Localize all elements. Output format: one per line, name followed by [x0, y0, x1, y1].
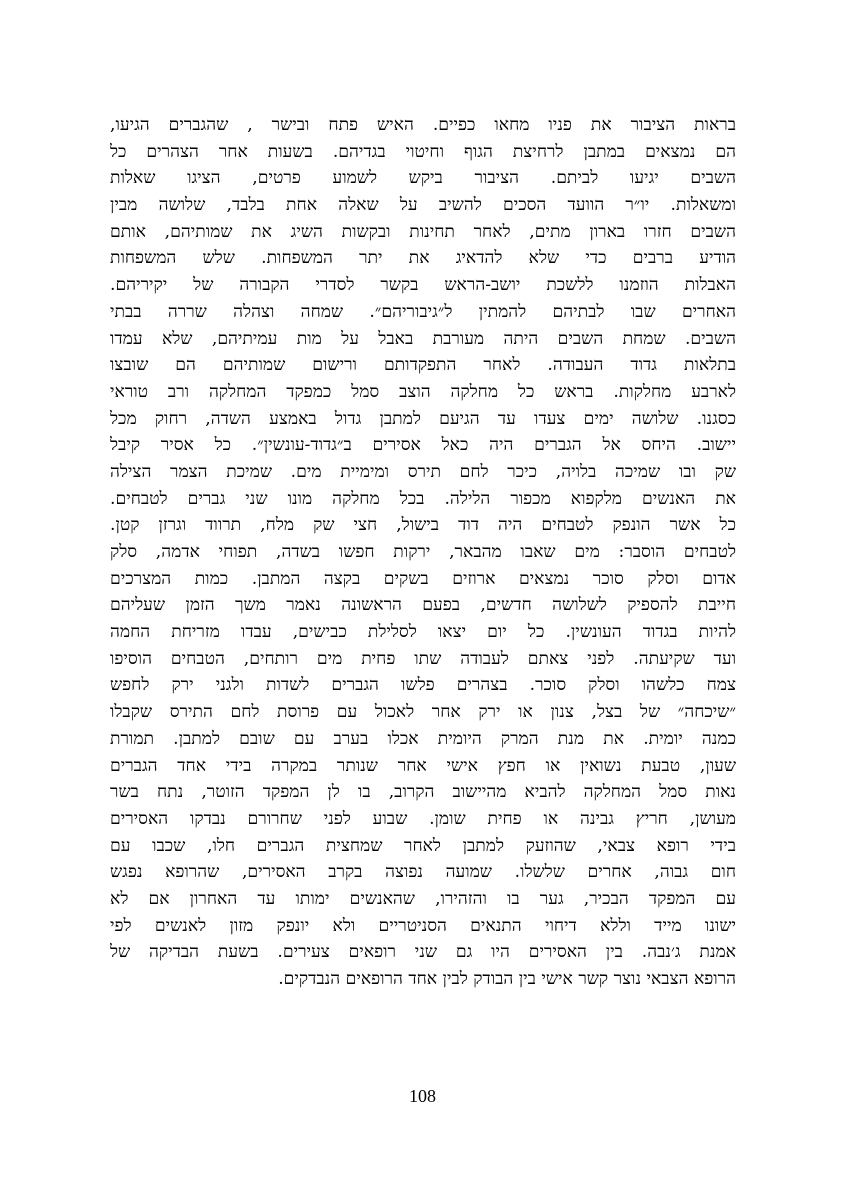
- text-line: כל אשר הונפק לטבחים היה דוד בישול, חצי שק מלח, תרווד וגרזן קטן.: [110, 515, 736, 536]
- text-line: הודיע ברבים כדי שלא להדאיג את יתר המשפחות. שלש המשפחות: [110, 248, 736, 269]
- body-text: [110, 112, 736, 993]
- text-line: ומשאלות. יו״ר הוועד הסכים להשיב על שאלה אחת בלבד, שלושה מבין: [110, 195, 736, 216]
- text-line: צמח כלשהו וסלק סוכר. בצהרים פלשו הגברים לשדות ולגני ירק לחפש: [110, 675, 736, 696]
- text-line: השבים יגיעו לביתם. הציבור ביקש לשמוע פרטים, הציגו שאלות: [110, 168, 736, 189]
- text-line: שק ובו שמיכה בלויה, כיכר לחם תירס ומימיית מים. שמיכת הצמר הצילה: [110, 461, 736, 482]
- text-line: הרופא הצבאי נוצר קשר אישי בין הבודק לבין אחד הרופאים הנבדקים.: [278, 969, 736, 989]
- text-line: בראות הציבור את פניו מחאו כפיים. האיש פתח ובישר , שהגברים הגיעו,: [110, 115, 736, 135]
- text-line: יישוב. היחס אל הגברים היה כאל אסירים ב״גדוד-עונשין״. כל אסיר קיבל: [110, 435, 736, 456]
- text-line: את האנשים מלקפוא מכפור הלילה. בכל מחלקה מונו שני גברים לטבחים.: [110, 488, 736, 509]
- text-line: ישונו מייד וללא דיחוי התנאים הסניטריים ולא יונפק מזון לאנשים לפי: [110, 915, 736, 936]
- text-line: מעושן, חריץ גבינה או פחית שומן. שבוע לפני שחרורם נבדקו האסירים: [110, 808, 736, 829]
- text-line: השבים. שמחת השבים היתה מעורבת באבל על מות עמיתיהם, שלא עמדו: [110, 328, 736, 349]
- text-line: להיות בגדוד העונשין. כל יום יצאו לסלילת כבישים, עבדו מזריחת החמה: [110, 622, 736, 643]
- text-line: אמנת ג׳נבה. בין האסירים היו גם שני רופאים צעירים. בשעת הבדיקה של: [110, 942, 736, 963]
- text-line: לטבחים הוסבר: מים שאבו מהבאר, ירקות חפשו בשדה, תפוחי אדמה, סלק: [110, 542, 736, 562]
- text-line: השבים חזרו בארון מתים, לאחר תחינות ובקשות השיג את שמותיהם, אותם: [110, 221, 736, 242]
- text-line: עם המפקד הבכיר, גער בו והזהירו, שהאנשים ימותו עד האחרון אם לא: [110, 888, 736, 909]
- text-line: חום גבוה, אחרים שלשלו. שמועה נפוצה בקרב האסירים, שהרופא נפגש: [110, 862, 736, 883]
- text-line: ״שיכחה״ של בצל, צנון או ירק אחר לאכול עם פרוסת לחם התירס שקבלו: [110, 702, 736, 723]
- page-number: 108: [409, 1086, 436, 1106]
- text-line: חייבת להספיק לשלושה חדשים, בפעם הראשונה נאמר משך הזמן שעליהם: [110, 595, 736, 616]
- text-line: נאות סמל המחלקה להביא מהיישוב הקרוב, בו לן המפקד הזוטר, נתח בשר: [110, 782, 736, 803]
- text-line: כסגנו. שלושה ימים צעדו עד הגיעם למתבן גדול באמצע השדה, רחוק מכל: [110, 408, 736, 429]
- text-line: הם נמצאים במתבן לרחיצת הגוף וחיטוי בגדיהם. בשעות אחר הצהרים כל: [110, 141, 736, 162]
- text-line: האחרים שבו לבתיהם להמתין ל״גיבוריהם״. שמחה וצהלה שררה בבתי: [110, 301, 736, 322]
- text-line: שעון, טבעת נשואין או חפץ אישי אחר שנותר במקרה בידי אחד הגברים: [110, 755, 736, 776]
- text-line: בתלאות גדוד העבודה. לאחר התפקדותם ורישום שמותיהם הם שובצו: [110, 355, 736, 376]
- text-line: כמנה יומית. את מנת המרק היומית אכלו בערב עם שובם למתבן. תמורת: [110, 728, 736, 749]
- text-line: אדום וסלק סוכר נמצאים ארוזים בשקים בקצה המתבן. כמות המצרכים: [110, 568, 736, 589]
- text-line: ועד שקיעתה. לפני צאתם לעבודה שתו פחית מים רותחים, הטבחים הוסיפו: [110, 648, 736, 669]
- text-line: לארבע מחלקות. בראש כל מחלקה הוצב סמל כמפקד המחלקה ורב טוראי: [110, 381, 736, 402]
- text-line: האבלות הוזמנו ללשכת יושב-הראש בקשר לסדרי הקבורה של יקיריהם.: [110, 275, 736, 296]
- text-line: בידי רופא צבאי, שהוזעק למתבן לאחר שמחצית הגברים חלו, שכבו עם: [110, 835, 736, 856]
